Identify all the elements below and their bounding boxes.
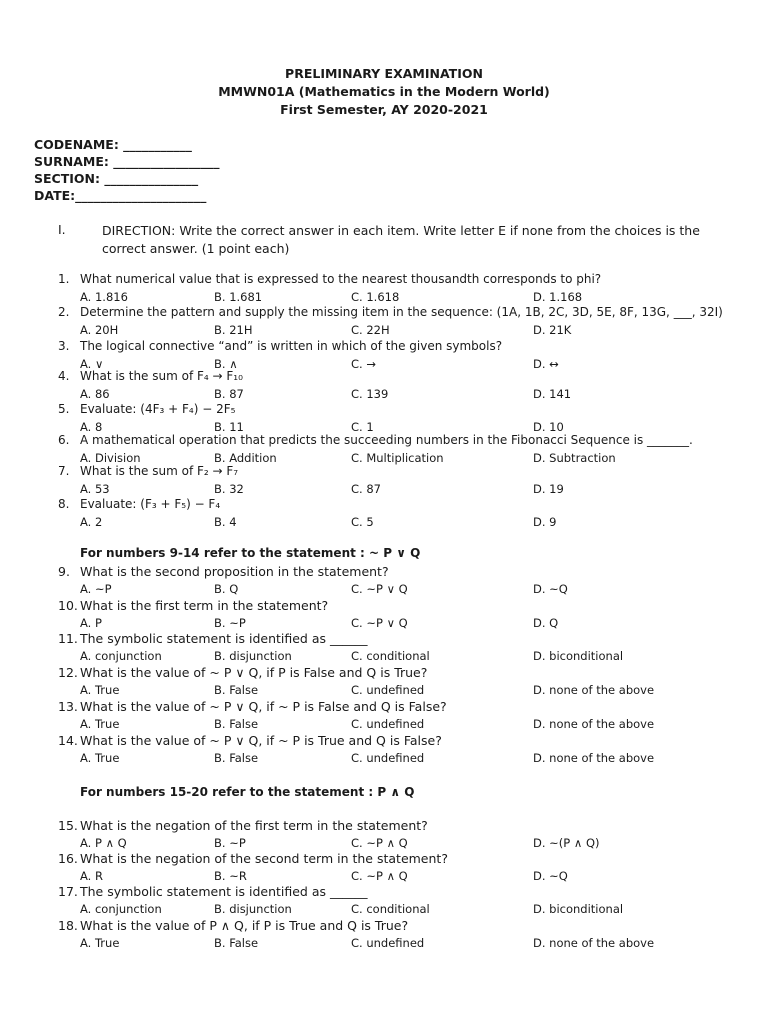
direction-text: DIRECTION: Write the correct answer in each item. Write letter E if none from the choices is the correct answer. (1 point each) [102,223,700,256]
option-a: A. ~P [80,582,112,596]
option-b: B. disjunction [214,649,292,663]
question-number: 14. [58,733,78,748]
date-field: DATE:_____________________ [34,188,207,203]
question-text: What is the first term in the statement? [80,598,329,613]
option-d: D. Q [533,616,559,630]
question-text: What is the value of ~ P ∨ Q, if P is False and Q is True? [80,665,428,680]
question-text: The logical connective “and” is written in which of the given symbols? [80,339,503,353]
question-number: 3. [58,339,70,353]
option-d: D. none of the above [533,751,655,765]
question-number: 2. [58,305,70,319]
question-11 [58,631,367,646]
option-d: D. ~(P ∧ Q) [533,836,600,850]
question-14 [58,733,442,748]
option-c: C. 22H [351,323,390,337]
question-text: What numerical value that is expressed to the nearest thousandth corresponds to phi? [80,272,602,286]
option-c: C. 1 [351,420,374,434]
question-7 [58,464,238,478]
option-b: B. ~P [214,616,246,630]
question-9 [58,564,389,579]
option-d: D. 141 [533,387,572,401]
option-d: D. 19 [533,482,564,496]
option-d: D. none of the above [533,683,655,697]
option-c: C. 87 [351,482,381,496]
option-a: A. True [80,751,120,765]
question-number: 12. [58,665,78,680]
option-a: A. conjunction [80,649,162,663]
option-b: B. False [214,717,259,731]
option-d: D. none of the above [533,936,655,950]
question-number: 13. [58,699,78,714]
option-b: B. Q [214,582,239,596]
option-a: A. R [80,869,103,883]
option-d: D. 10 [533,420,564,434]
option-c: C. ~P ∧ Q [351,836,408,850]
option-b: B. 32 [214,482,244,496]
question-3 [58,339,502,353]
option-b: B. Addition [214,451,277,465]
question-1 [58,272,601,286]
question-18 [58,918,408,933]
option-c: C. undefined [351,683,425,697]
question-10 [58,598,328,613]
option-c: C. undefined [351,717,425,731]
question-13 [58,699,447,714]
question-17 [58,884,367,899]
question-4 [58,369,243,383]
question-text: What is the second proposition in the statement? [80,564,389,579]
option-d: D. ~Q [533,582,568,596]
option-d: D. biconditional [533,649,624,663]
option-d: D. Subtraction [533,451,616,465]
question-12 [58,665,427,680]
option-c: C. ~P ∨ Q [351,582,408,596]
question-text: What is the sum of F₄ → F₁₀ [80,369,243,383]
section-note-15-20: For numbers 15-20 refer to the statement : P ∧ Q [80,785,415,799]
question-number: 5. [58,402,70,416]
question-6 [58,433,693,447]
question-text: A mathematical operation that predicts the succeeding numbers in the Fibonacci Sequence is _______. [80,433,693,447]
direction-number: I. [58,222,66,237]
option-c: C. conditional [351,902,430,916]
option-b: B. 1.681 [214,290,263,304]
option-a: A. True [80,936,120,950]
option-d: D. 21K [533,323,572,337]
option-b: B. disjunction [214,902,292,916]
question-number: 9. [58,564,70,579]
option-c: C. Multiplication [351,451,444,465]
option-c: C. 1.618 [351,290,400,304]
question-number: 11. [58,631,78,646]
question-number: 15. [58,818,78,833]
option-b: B. 11 [214,420,244,434]
option-b: B. 21H [214,323,253,337]
question-8 [58,497,220,511]
question-text: What is the value of ~ P ∨ Q, if ~ P is True and Q is False? [80,733,442,748]
option-a: A. 53 [80,482,110,496]
option-c: C. ~P ∨ Q [351,616,408,630]
option-a: A. 20H [80,323,119,337]
question-15 [58,818,428,833]
option-a: A. True [80,717,120,731]
section-field: SECTION: _______________ [34,171,199,186]
option-a: A. P [80,616,102,630]
section-note-9-14: For numbers 9-14 refer to the statement : ~ P ∨ Q [80,546,421,560]
question-text: What is the value of P ∧ Q, if P is True and Q is True? [80,918,409,933]
surname-field: SURNAME: _________________ [34,154,220,169]
option-c: C. 5 [351,515,374,529]
option-b: B. False [214,683,259,697]
question-text: Determine the pattern and supply the missing item in the sequence: (1A, 1B, 2C, 3D, 5E, 8F, 13G, ___, 32I) [80,305,723,319]
option-a: A. P ∧ Q [80,836,127,850]
question-number: 8. [58,497,70,511]
question-text: What is the sum of F₂ → F₇ [80,464,239,478]
question-text: What is the value of ~ P ∨ Q, if ~ P is False and Q is False? [80,699,447,714]
option-a: A. 8 [80,420,103,434]
exam-title: PRELIMINARY EXAMINATION [285,66,483,81]
question-number: 16. [58,851,78,866]
option-b: B. False [214,936,259,950]
question-text: The symbolic statement is identified as ______ [80,631,368,646]
option-a: A. True [80,683,120,697]
option-a: A. 1.816 [80,290,128,304]
question-number: 10. [58,598,78,613]
option-a: A. ∨ [80,357,104,371]
option-c: C. → [351,357,376,371]
option-b: B. ~P [214,836,246,850]
option-a: A. conjunction [80,902,162,916]
question-text: What is the negation of the second term in the statement? [80,851,448,866]
question-text: Evaluate: (4F₃ + F₄) − 2F₅ [80,402,236,416]
question-number: 7. [58,464,70,478]
question-16 [58,851,448,866]
question-text: The symbolic statement is identified as ______ [80,884,368,899]
course-title: MMWN01A (Mathematics in the Modern World) [218,84,550,99]
question-text: Evaluate: (F₃ + F₅) − F₄ [80,497,221,511]
option-b: B. False [214,751,259,765]
question-5 [58,402,235,416]
option-c: C. undefined [351,751,425,765]
option-d: D. 9 [533,515,557,529]
question-text: What is the negation of the first term in the statement? [80,818,428,833]
question-number: 6. [58,433,70,447]
option-a: A. 86 [80,387,110,401]
option-b: B. ~R [214,869,247,883]
option-c: C. conditional [351,649,430,663]
question-number: 4. [58,369,70,383]
semester-line: First Semester, AY 2020-2021 [280,102,488,117]
option-d: D. ↔ [533,357,559,371]
option-d: D. 1.168 [533,290,583,304]
option-a: A. Division [80,451,141,465]
option-c: C. undefined [351,936,425,950]
option-c: C. ~P ∧ Q [351,869,408,883]
codename-field: CODENAME: ___________ [34,137,192,152]
option-d: D. biconditional [533,902,624,916]
question-number: 17. [58,884,78,899]
question-number: 18. [58,918,78,933]
option-a: A. 2 [80,515,103,529]
option-b: B. 87 [214,387,244,401]
question-2 [58,305,723,319]
question-number: 1. [58,272,70,286]
option-c: C. 139 [351,387,389,401]
option-d: D. none of the above [533,717,655,731]
option-d: D. ~Q [533,869,568,883]
option-b: B. 4 [214,515,237,529]
option-b: B. ∧ [214,357,238,371]
